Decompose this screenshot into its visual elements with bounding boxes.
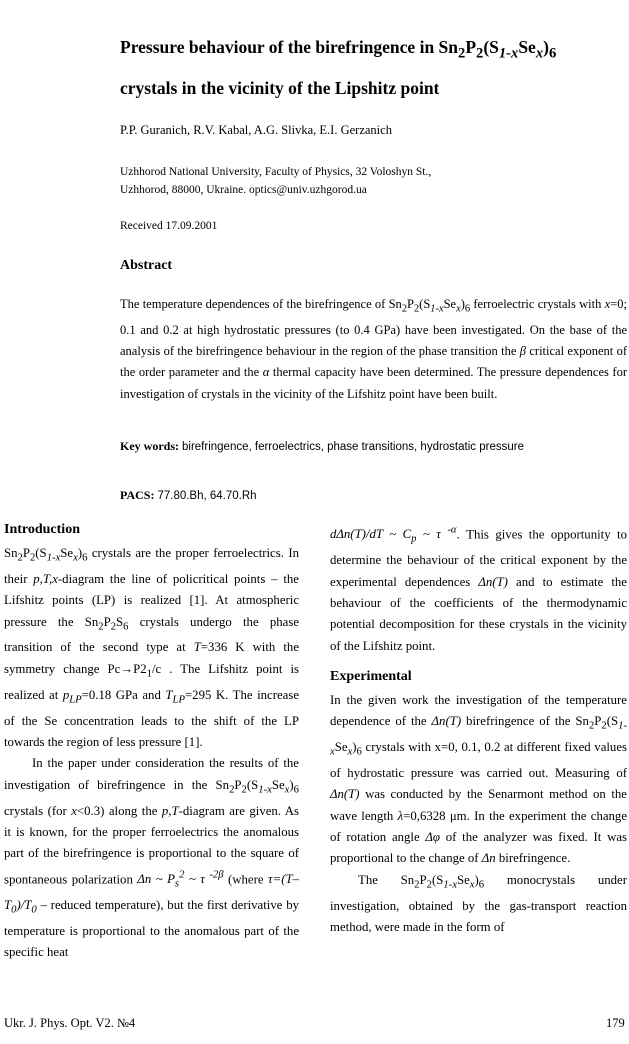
affiliation bbox=[120, 163, 600, 199]
pacs-label: PACS: bbox=[120, 488, 155, 502]
journal-footer: Ukr. J. Phys. Opt. V2. №4 bbox=[4, 1016, 136, 1030]
paper-title: Pressure behaviour of the birefringence in $Sn_2P_2(S_{1-x}Se_x)_6$ crystals in the vicinity of the Lipshitz point bbox=[120, 37, 557, 98]
left-column bbox=[4, 520, 299, 963]
received-date: Received 17.09.2001 bbox=[120, 220, 218, 232]
affiliation-line: Uzhhorod, 88000, Ukraine. optics@univ.uzhgorod.ua bbox=[120, 184, 367, 196]
pacs bbox=[120, 488, 257, 503]
keywords-value: birefringence, ferroelectrics, phase transitions, hydrostatic pressure bbox=[182, 441, 524, 453]
abstract-text: The temperature dependences of the birefringence of $Sn_2P_2(S_{1-x}Se_x)_6$ ferroelectric crystals with x=0; 0.1 and 0.2 at high hydrostatic pressures (to 0.4 GPa) have been investigated. On the base of the analysis of the birefringence behaviour in the region of the phase transition the β critical exponent of the order parameter and the α thermal capacity have been determined. The pressure dependences for investigation of crystals in the vicinity of the Lifshitz point have been built. bbox=[120, 297, 627, 401]
body-paragraph: In the paper under consideration the results of the investigation of birefringence in the $Sn_2P_2(S_{1-x}Se_x)_6$ crystals (for x<0.3) along the p,T-diagram are given. As it is known, for the proper ferroelectrics the anomalous part of the birefringence is proportional to the square of spontaneous polarization Δn ~ $P_s^2$ ~ τ $^{-2\beta}$ (where $\tau=(T-T_0)/T_0$ – reduced temperature), but the first derivative by temperature is proportional to the anomalous part of the specific heat bbox=[4, 756, 299, 959]
introduction-heading: Introduction bbox=[4, 522, 80, 537]
page-number: 179 bbox=[606, 1016, 625, 1030]
author-list: P.P. Guranich, R.V. Kabal, A.G. Slivka, E.I. Gerzanich bbox=[120, 123, 392, 137]
abstract-heading: Abstract bbox=[120, 258, 173, 273]
body-paragraph: dΔn(T)/dT ~ $C_p$ ~ τ $^{-\alpha}$. This gives the opportunity to determine the behaviour of the critical exponent by the experimental dependences Δn(T) and to estimate the behaviour of the coefficients of the thermodynamic potential decomposition for these crystals in the vicinity of the Lifshitz point. bbox=[330, 525, 628, 653]
body-paragraph: $Sn_2P_2(S_{1-x}Se_x)_6$ crystals are the proper ferroelectrics. In their p,T,x-diagram the line of policritical points – the Lifshitz points (LP) is realized [1]. At atmospheric pressure the $Sn_2P_2S_6$ crystals undergo the phase transition of the second type at T=336 K with the symmetry change $Pc\to P2_1/c$ . The Lifshitz point is realized at $p_{LP}=0.18$ GPa and $T_{LP}=295$ K. The increase of the Se concentration leads to the shift of the LP towards the region of less pressure [1]. bbox=[4, 546, 300, 749]
right-column bbox=[330, 520, 627, 938]
experimental-heading: Experimental bbox=[330, 668, 412, 684]
keywords-label: Key words: bbox=[120, 439, 179, 453]
affiliation-line: Uzhhorod National University, Faculty of Physics, 32 Voloshyn St., bbox=[120, 166, 432, 178]
pacs-value: 77.80.Bh, 64.70.Rh bbox=[157, 490, 257, 502]
body-paragraph: In the given work the investigation of the temperature dependence of the Δn(T) birefringence of the $Sn_2P_2(S_{1-x}Se_x)_6$ crystals with x=0, 0.1, 0.2 at different fixed values of hydrostatic pressure was carried out. Measuring of Δn(T) was conducted by the Senarmont method on the wave length λ=0,6328 μm. In the experiment the change of rotation angle Δφ of the analyzer was fixed. It was proportional to the change of Δn birefringence. bbox=[330, 692, 628, 866]
keywords bbox=[120, 439, 627, 454]
body-paragraph: The $Sn_2P_2(S_{1-x}Se_x)_6$ monocrystals under investigation, obtained by the gas-transport reaction method, were made in the form of bbox=[330, 872, 627, 934]
